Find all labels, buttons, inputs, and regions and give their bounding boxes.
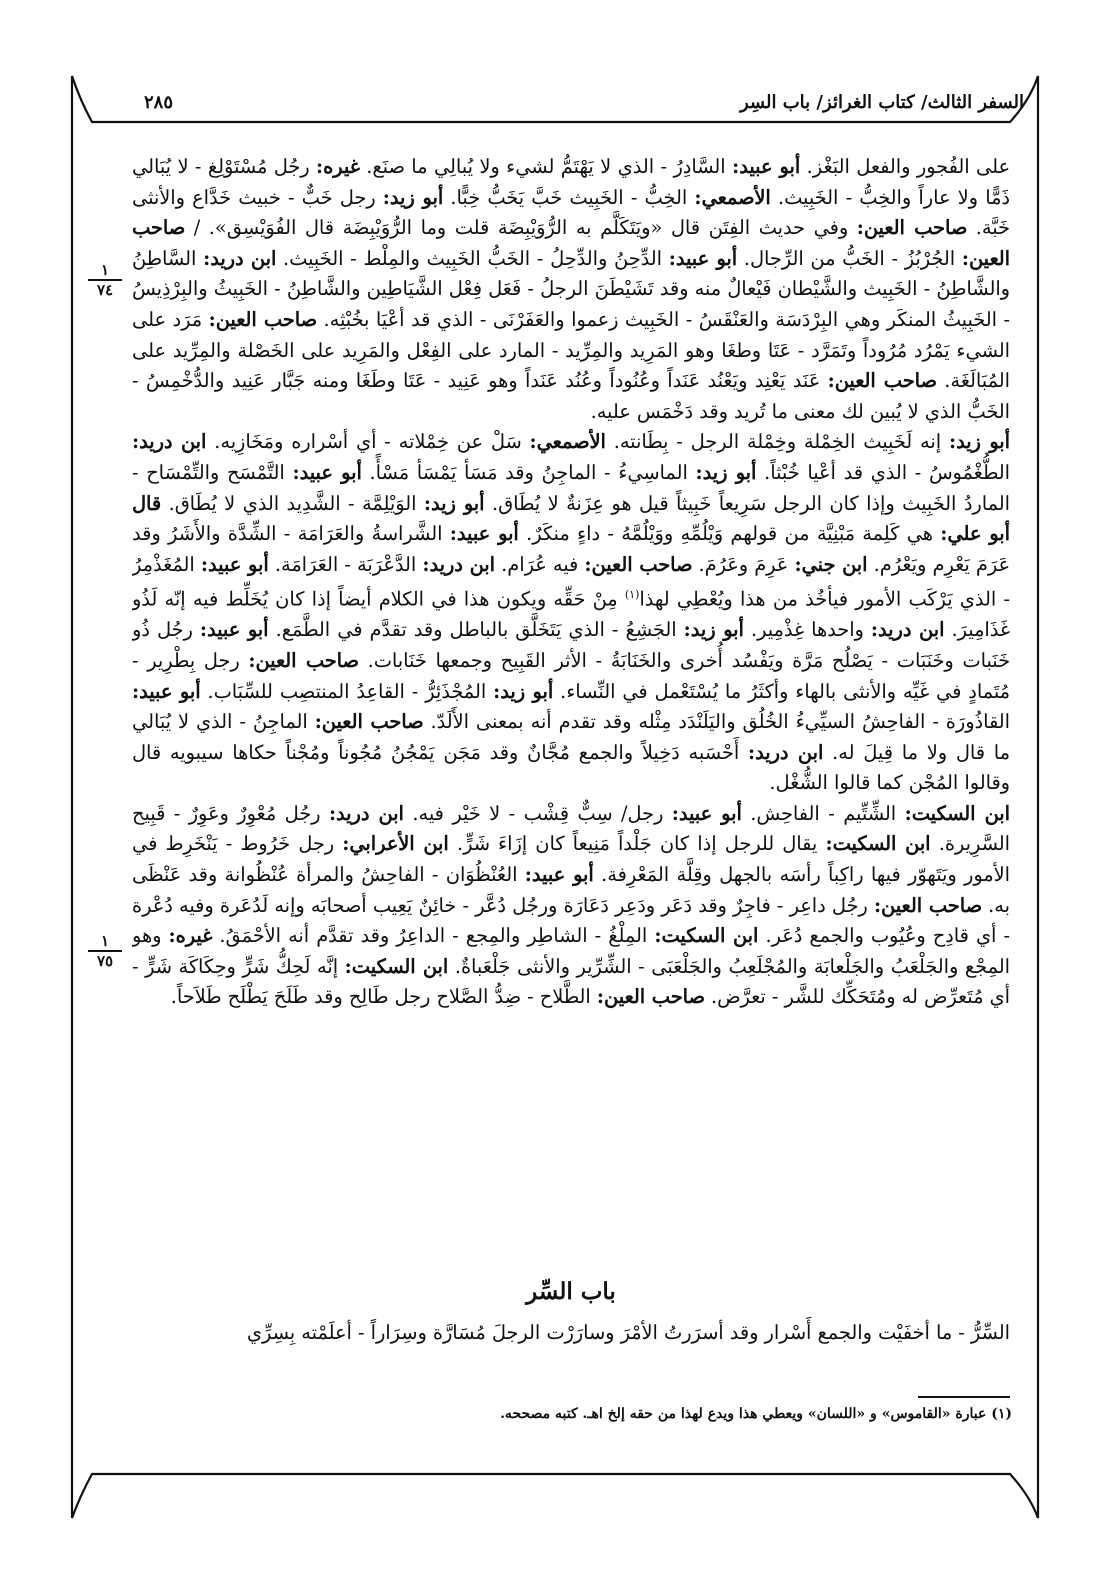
body-text-run: التَّمْسَح والتِّمْسَاح - الماردُ الخَبِيث وإذا كان الرجل سَرِيعاً خَبِيثاً قيل هو عِزَنةٌ لا يُطَاق. xyxy=(132,460,1010,515)
body-text-run: الخِبُّ - الخَبِيث خَبَّ يَخَبُّ خِبًّا. xyxy=(443,185,695,209)
body-text-run: الطَّلاح - ضِدُّ الصَّلاح رجل طَالِح وقد طَلَحَ يَطْلَح طَلاَحاً. xyxy=(170,985,597,1009)
body-text-run: الماسِيءُ - الماجِنُ وقد مَسَأ يَمْسَأ مَسْأً. xyxy=(361,460,696,484)
speaker-label: أبو عبيد: xyxy=(668,246,738,270)
body-text-run: وفي حديث الفِتَن قال «ويَتَكَلَّم به الرُّوَيْبِضَة قلت وما الرُّوَيْبِضَة قال الفُوَيْسِق». / xyxy=(185,216,857,240)
speaker-label: صاحب العين: xyxy=(596,985,705,1009)
body-text-run: وهو المِجْع والجَلْعَبُ والجَلْعابَة والمُجْلَعِبُ والجَلْعَبَى - الشِّرِّير والأنثى جَلْعَباةٌ. xyxy=(132,924,1010,978)
body-text-run: مَرَد على الشيء يَمْرُد مُرُوداً وتَمَرَّد - عَتَا وطغَا وهو المَرِيد والمِرِّيد - المارد على الفِعْل والمَرِيد على الخَصْلة والمِرِّيد على المُبَالَغَة. xyxy=(132,307,1010,393)
body-paragraph xyxy=(132,152,1010,427)
body-text-run: فيه عُرَام. xyxy=(495,552,585,576)
speaker-label: صاحب العين: xyxy=(132,216,1010,270)
body-text-run: المُجْذَئِرُّ - القاعِدُ المنتصِب للسِّبَاب. xyxy=(200,679,494,703)
speaker-label: أبو زيد: xyxy=(695,460,757,484)
body-text-run: الدِّحِنُ والدِّحِلُ - الخَبُّ الخَبِيث والمِلْط - الخَبِيث. xyxy=(276,246,669,270)
speaker-label: أبو عبيد: xyxy=(200,552,269,576)
body-text-run: القاذُورَة - الفاحِشُ السيِّيءُ الخُلُق واليَلَنْدَد مِثْله وقد تقدم أنه بمعنى الأَلَدّ. xyxy=(423,710,1010,734)
speaker-label: ابن السكيت: xyxy=(825,832,931,856)
speaker-label: أبو عبيد: xyxy=(292,460,362,484)
body-text-run: الشَّراسةُ والعَرَامَة - الشِّدَّة والأَشَرُ وقد عَرَمَ يَعْرِم ويَعْرُم. xyxy=(132,522,1010,576)
speaker-label: أبو عبيد: xyxy=(524,863,594,887)
body-text-run: السَّادِرُ - الذي لا يَهْتَمُّ لشيء ولا يُبالِي ما صنَع. xyxy=(359,155,733,178)
speaker-label: الأصمعي: xyxy=(529,430,606,454)
body-text-run: عَنَد يَعْنِد ويَعْنُد عَنَداً وعُنُوداً وعُنُد عَنَداً وهو عَنِيد - عَتَا وطَغَا ومنه جَبَّار عَنِيد والدُّخْمِسُ - الخَبُّ الذي لا يُبين لك معنى ما تُريد وقد دَخْمَس عليه. xyxy=(132,369,1010,423)
page-number: ٢٨٥ xyxy=(144,92,174,113)
body-text-run: أَحْسَبه دَخِيلاً والجمع مُجَّانٌ وقد مَجَن يَمْجُنُ مُجُوناً ومُجْناً حكاها سيبويه قال وقالوا المُجْن كما قالوا الشُّغْل. xyxy=(132,740,1010,795)
footnote-separator xyxy=(918,1396,1010,1398)
body-text-run: المِلْغُ - الشاطِر والمِجع - الداعِرُ وقد تقدَّم أنه الأحْمَقُ. xyxy=(212,924,655,948)
speaker-label: صاحب العين: xyxy=(856,216,968,240)
speaker-label: أبو زيد: xyxy=(423,491,485,515)
speaker-label: صاحب العين: xyxy=(584,552,693,576)
speaker-label: غيره: xyxy=(316,155,360,178)
footnote-reference: (١) xyxy=(624,588,640,602)
body-text-run: الوَيْلِمَّة - الشَّدِيد الذي لا يُطَاق. xyxy=(161,491,424,515)
body-text-run: رجُل مُعْوِرٌ وعَوِرٌ - قَبِيح السَّرِيرة. xyxy=(132,801,1010,856)
speaker-label: صاحب العين: xyxy=(208,307,317,331)
speaker-label: أبو عبيد: xyxy=(449,522,519,546)
main-text-block xyxy=(132,152,1010,1242)
body-text-run: عَرِمَ وعَرُمَ. xyxy=(692,552,795,576)
speaker-label: ابن دريد: xyxy=(328,801,404,825)
margin-folio-marker xyxy=(82,262,128,298)
speaker-label: ابن جني: xyxy=(794,552,868,576)
body-text-run: السَّاطِنُ والشَّاطِنُ - الخَبِيث والشَّيْطان فَيْعالٌ منه وقد تَشَيْطَنَ الرجلُ - فَعَل فِعْل الشَّيَاطِين والشَّاطِنُ - الخَبِيثُ والبِرْذِيسُ - الخَبِيثُ المنكَر وهي البِرْدَسَة والعَنْقَسُ - الخَبِيث زعموا والعَفَرْنَى - الذي قد أعْيَا بخُبْثِه. xyxy=(132,246,1010,331)
speaker-label: الأصمعي: xyxy=(694,185,771,209)
body-text-run: الماجِنُ - الذي لا يُبَالي ما قال ولا ما قِيلَ له. xyxy=(132,710,1010,764)
speaker-label: ابن دريد: xyxy=(748,740,824,764)
body-text-run: العُنْظُوَان - الفاحِشُ والمرأة عُنْظُوانة وقد عَنْظَى به. xyxy=(132,863,1010,917)
body-text-run: رجُل مُسْتَوْلِغ - لا يُبَالي ذَمًّا ولا عاراً والخِبُّ - الخَبِيث. xyxy=(132,155,1010,209)
speaker-label: صاحب العين: xyxy=(248,648,359,672)
speaker-label: ابن السكيت: xyxy=(344,954,449,978)
speaker-label: غيره: xyxy=(168,924,213,948)
body-text-run: الشِّتِّيم - الفاحِش. xyxy=(741,801,905,825)
folio-number-bottom: ٧٤ xyxy=(96,280,114,299)
section-paragraph: السِّرُّ - ما أخفَيْت والجمع أَسْرار وقد أسرَرتُ الأمْرَ وسارَرْت الرجلَ مُسَارَّة وسِرَاراً - أعلَمْته بِسِرِّي xyxy=(246,1321,1010,1344)
body-paragraph xyxy=(132,799,1010,1013)
body-text-run: الطُّغْمُوسُ - الذي قد أعْيا خُبْثاً. xyxy=(756,460,1010,484)
footnote-marker: (١) xyxy=(991,1406,1012,1422)
speaker-label: أبو عبيد: xyxy=(732,155,801,178)
speaker-label: ابن دريد: xyxy=(870,618,945,642)
speaker-label: ابن الأعرابي: xyxy=(342,832,449,856)
body-text-run: هي كَلِمة مَبْنِيَّة من قولهم وَيْلُمِّهِ ووَيْلُمَّهُ - داءٍ منكَرٌ. xyxy=(518,522,941,546)
body-text-run: الجَشِعُ - الذي يَتَخَلَّق بالباطل وقد تقدَّم في الطَّمَع. xyxy=(268,618,684,642)
body-text-run: رجل بِطْرِير - مُتَمادٍ في غَيِّه والأنثى بالهاء وأكثَرُ ما يُسْتَعْمل في النِّساء. xyxy=(132,648,1010,703)
body-text-run: على الفُجور والفعل البَغْز. xyxy=(800,155,1010,178)
body-paragraph xyxy=(132,427,1010,799)
speaker-label: ابن دريد: xyxy=(203,246,277,270)
body-text-run: رجل/ سِبٌّ قِشْب - لا خَيْر فيه. xyxy=(403,801,672,825)
body-text-run: الجُرْبُزُ - الخَبُّ من الرِّجال. xyxy=(737,246,962,270)
footnote xyxy=(300,1406,1012,1422)
speaker-label: أبو زيد: xyxy=(683,618,744,642)
body-text-run: رجل خَبٌّ - خبيث خَدَّاع والأنثى خَبَّة. xyxy=(132,185,1010,240)
folio-number-bottom: ٧٥ xyxy=(96,951,114,970)
body-text-run: المُغَذْمِرُ - الذي يَرْكَب الأمور فيأخُذ من هذا ويُعْطِي لهذا xyxy=(132,552,1010,611)
body-text-run: مِنْ حَقِّه ويكون هذا في الكلام أيضاً إذا كان يُخَلِّط فيه إنّه لَذُو غَذَامِيرَ. xyxy=(132,587,1010,642)
body-text-run: رجل خَرُوط - يَنْخَرِط في الأمور ويَتَهوّر فيها راكِباً رأسَه بالجهل وقِلَّة المَعْرِفة. xyxy=(132,832,1010,887)
body-text-run: إنَّه لَحِكُّ شَرٍّ وحِكَاكَة شَرٍّ - أي مُتَعرِّض له ومُتَحَكِّك للشَّر - تعرَّض. xyxy=(132,954,1010,1009)
speaker-label: أبو زيد: xyxy=(493,679,554,703)
speaker-label: ابن السكيت: xyxy=(654,924,759,948)
body-text-run: يقال للرجل إذا كان جَلْداً مَنِيعاً كان إزَاءَ شَرٍّ. xyxy=(448,832,826,856)
folio-number-top: ١ xyxy=(100,932,110,950)
speaker-label: أبو زيد: xyxy=(948,430,1010,454)
body-text-run: إنه لَخَبِيث الخِمْلة وخِمْلة الرجل - بِطَانته. xyxy=(605,430,949,454)
speaker-label: صاحب العين: xyxy=(827,369,937,393)
speaker-label: ابن دريد: xyxy=(132,430,207,454)
folio-number-top: ١ xyxy=(100,261,110,279)
body-text-run: واحدها غِذْمِير. xyxy=(743,618,871,642)
speaker-label: قال أبو علي: xyxy=(132,491,1010,546)
speaker-label: أبو زيد: xyxy=(382,185,444,209)
speaker-label: صاحب العين: xyxy=(873,893,982,917)
speaker-label: ابن دريد: xyxy=(422,552,496,576)
speaker-label: أبو عبيد: xyxy=(199,618,269,642)
body-text-run: رجُل ذُو خَنَبات وخَنَبَات - يَصْلُح مَرَّة ويَفْسُد أُخرى والخَنَابَةُ - الأثر القَبِيح وجمعها خَنَابات. xyxy=(132,618,1010,672)
margin-folio-marker xyxy=(82,933,128,969)
speaker-label: صاحب العين: xyxy=(314,710,424,734)
section-heading: باب السِّر xyxy=(526,1278,616,1305)
speaker-label: أبو عبيد: xyxy=(132,679,201,703)
footnote-text: عبارة «القاموس» و «اللسان» ويعطي هذا ويدع لهذا من حقه إلخ اهـ. كتبه مصححه. xyxy=(500,1406,987,1422)
body-text-run: رجُل داعِر - فاجِرٌ وقد دَعَر ودَعِر دَعَارَة ورجُل دُعَّر - خائِنٌ يَعِيب أصحابَه وإنه لَدُعَرة وفيه دُعْرة - أي قادِح وعُيُوب والجمع دُعَر. xyxy=(132,893,1010,948)
speaker-label: أبو عبيد: xyxy=(671,801,742,825)
speaker-label: ابن السكيت: xyxy=(904,801,1010,825)
body-text-run: سَلْ عن خِمْلاته - أي أسْراره ومَخَازِيه. xyxy=(206,430,530,454)
running-header-title: السفر الثالث/ كتاب الغرائز/ باب السِر xyxy=(739,92,1024,113)
body-text-run: الدَّعْرَبَة - العَرَامَة. xyxy=(268,552,423,576)
